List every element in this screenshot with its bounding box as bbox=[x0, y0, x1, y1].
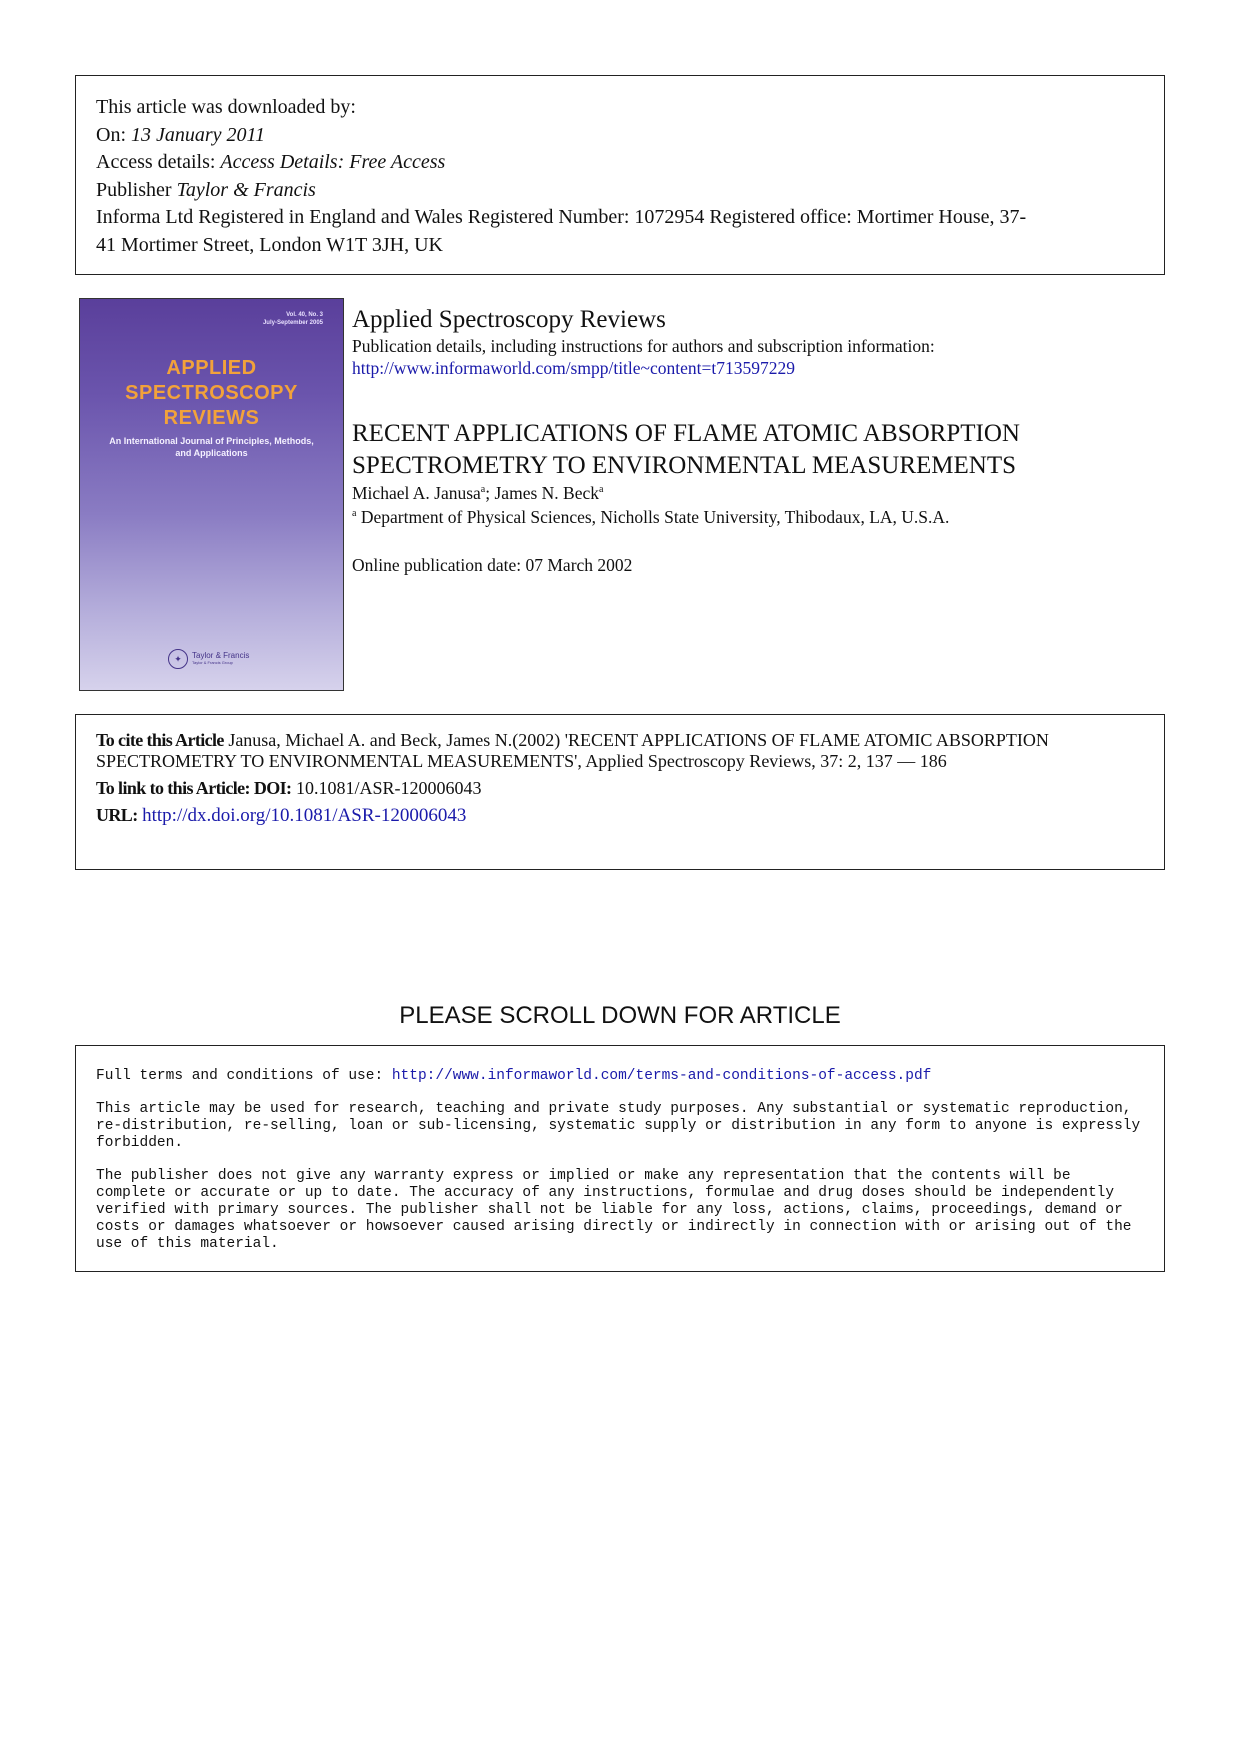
doi-url-link[interactable]: http://dx.doi.org/10.1081/ASR-120006043 bbox=[142, 805, 467, 826]
author-separator: ; bbox=[485, 483, 495, 503]
affiliation-text: Department of Physical Sciences, Nicholls State University, Thibodaux, LA, U.S.A. bbox=[360, 507, 950, 527]
doi-value: 10.1081/ASR-120006043 bbox=[295, 778, 482, 798]
access-label: Access details: bbox=[96, 151, 216, 173]
url-row bbox=[96, 805, 1144, 826]
doi-label: To link to this Article: DOI: bbox=[96, 778, 292, 798]
download-date: 13 January 2011 bbox=[131, 123, 266, 146]
terms-paragraph-usage: This article may be used for research, teaching and private study purposes. Any substantial or systematic reproduction, re-distribution, re-selling, loan or sub-licensing, systematic supply or distribution in any form to anyone is expressly forbidden. bbox=[96, 1101, 1141, 1151]
affiliation bbox=[352, 506, 949, 528]
affiliation-marker: a bbox=[599, 484, 604, 496]
cite-row bbox=[96, 730, 1144, 772]
author-name: James N. Beck bbox=[494, 483, 599, 503]
journal-info bbox=[352, 305, 1162, 379]
registered-office-line-1: Informa Ltd Registered in England and Wales Registered Number: 1072954 Registered office: Mortimer House, 37- bbox=[96, 206, 1027, 228]
cover-volume-info bbox=[263, 311, 323, 327]
affiliation-marker: a bbox=[352, 508, 357, 520]
on-label: On: bbox=[96, 123, 126, 146]
cover-issue-date: July-September 2005 bbox=[262, 320, 323, 326]
scroll-down-notice: PLEASE SCROLL DOWN FOR ARTICLE bbox=[399, 1002, 841, 1029]
affiliation-marker: a bbox=[480, 484, 486, 496]
author-name: Michael A. Janusa bbox=[352, 483, 481, 503]
terms-label: Full terms and conditions of use: bbox=[96, 1068, 384, 1084]
cover-title-line: SPECTROSCOPY bbox=[125, 382, 298, 404]
journal-url-link[interactable]: http://www.informaworld.com/smpp/title~content=t713597229 bbox=[352, 358, 796, 378]
publisher-logo-icon: ✦ bbox=[168, 649, 188, 669]
publisher-logo-name: Taylor & Francis bbox=[192, 651, 250, 660]
cover-subtitle: An International Journal of Principles, Methods, and Applications bbox=[109, 436, 314, 458]
journal-details: Publication details, including instructions for authors and subscription information: bbox=[352, 336, 935, 356]
cite-text: Janusa, Michael A. and Beck, James N.(2002) 'RECENT APPLICATIONS OF FLAME ATOMIC ABSORPTION SPECTROMETRY TO ENVIRONMENTAL MEASUREMENTS', Applied Spectroscopy Reviews, 37: 2, 137 — 186 bbox=[96, 730, 1049, 771]
download-info-box bbox=[75, 75, 1165, 275]
publication-date: Online publication date: 07 March 2002 bbox=[352, 555, 633, 575]
publisher-line bbox=[96, 177, 1144, 205]
access-details-line bbox=[96, 149, 1144, 177]
publisher-logo-text bbox=[192, 652, 249, 666]
doi-row bbox=[96, 778, 1144, 799]
publisher-label: Publisher bbox=[96, 178, 172, 201]
downloaded-by-line: This article was downloaded by: bbox=[96, 96, 356, 118]
article-title-line: SPECTROMETRY TO ENVIRONMENTAL MEASUREMENTS bbox=[352, 452, 1017, 479]
access-value: Access Details: Free Access bbox=[220, 151, 446, 173]
journal-name: Applied Spectroscopy Reviews bbox=[352, 306, 666, 333]
cover-title-line: REVIEWS bbox=[163, 407, 260, 429]
cover-title-line: APPLIED bbox=[166, 357, 257, 379]
terms-url-link[interactable]: http://www.informaworld.com/terms-and-conditions-of-access.pdf bbox=[391, 1068, 932, 1084]
registered-office-line-2: 41 Mortimer Street, London W1T 3JH, UK bbox=[96, 233, 444, 256]
terms-paragraph-disclaimer: The publisher does not give any warranty express or implied or make any representation that the contents will be complete or accurate or up to date. The accuracy of any instructions, formulae and drug doses should be independently verified with primary sources. The publisher shall not be liable for any loss, actions, claims, proceedings, demand or costs or damages whatsoever or howsoever caused arising directly or indirectly in connection with or arising out of the use of this material. bbox=[96, 1168, 1132, 1252]
citation-box bbox=[75, 714, 1165, 870]
terms-box bbox=[75, 1045, 1165, 1272]
publisher-logo-group: Taylor & Francis Group bbox=[192, 660, 233, 665]
cover-volume: Vol. 40, No. 3 bbox=[286, 312, 323, 318]
publisher-logo bbox=[168, 649, 249, 669]
url-label: URL: bbox=[96, 805, 138, 825]
authors bbox=[352, 482, 603, 504]
article-title-line: RECENT APPLICATIONS OF FLAME ATOMIC ABSORPTION bbox=[352, 420, 1020, 447]
terms-url-line bbox=[96, 1068, 1144, 1085]
cite-label: To cite this Article bbox=[96, 730, 224, 750]
article-title bbox=[352, 418, 1162, 482]
download-date-line bbox=[96, 122, 1144, 150]
cover-title bbox=[80, 356, 343, 431]
publisher-value: Taylor & Francis bbox=[176, 178, 316, 201]
journal-cover-image[interactable] bbox=[79, 298, 344, 691]
